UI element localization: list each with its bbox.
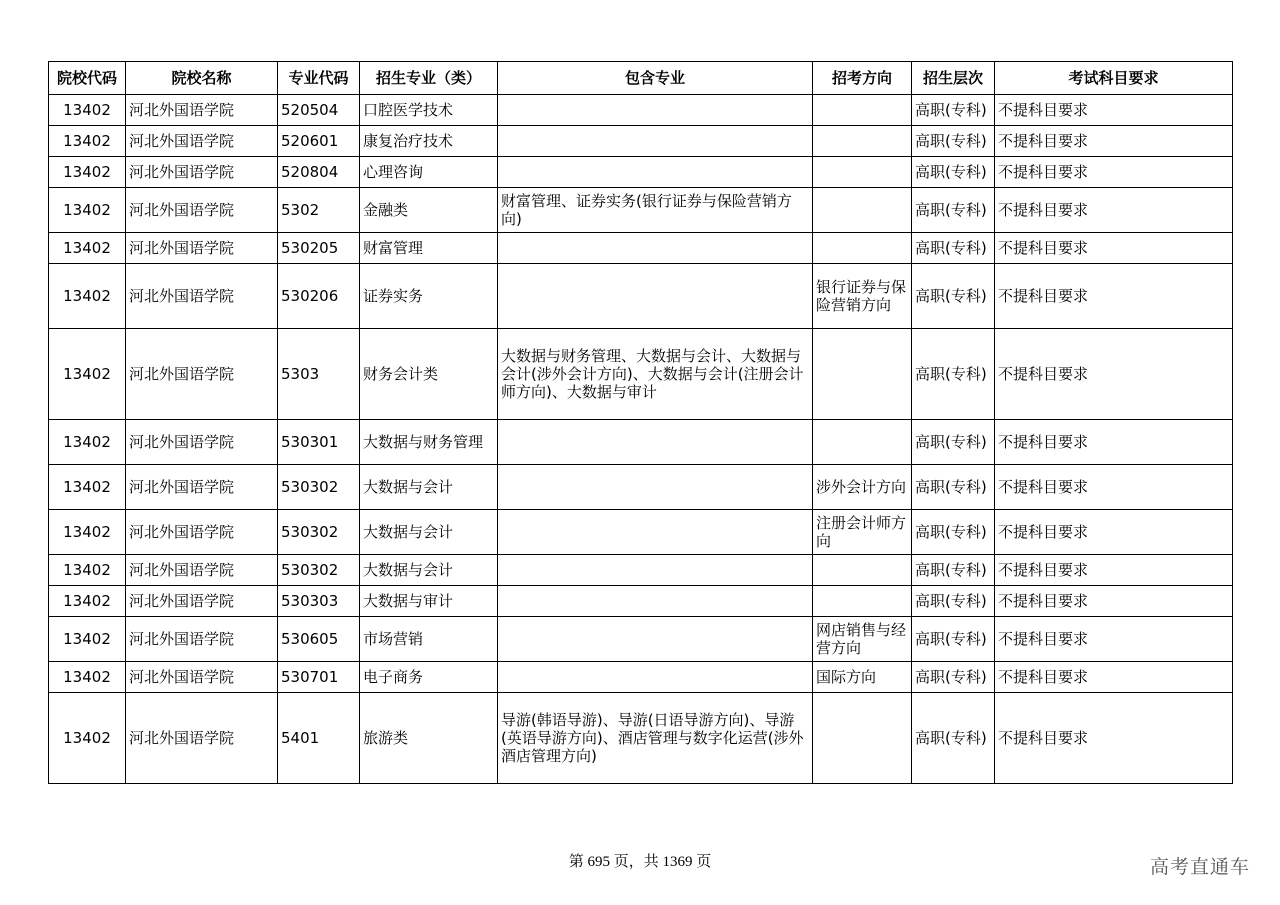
cell-direction: 国际方向 — [813, 662, 912, 693]
table-row — [49, 329, 1233, 420]
table-row — [49, 420, 1233, 465]
cell-major-code: 530701 — [278, 662, 360, 693]
cell-direction: 网店销售与经营方向 — [813, 617, 912, 662]
cell-major-code: 530205 — [278, 233, 360, 264]
cell-direction — [813, 693, 912, 784]
table-row — [49, 95, 1233, 126]
cell-school-code: 13402 — [49, 188, 126, 233]
cell-direction — [813, 95, 912, 126]
cell-major: 口腔医学技术 — [360, 95, 498, 126]
cell-direction: 注册会计师方向 — [813, 510, 912, 555]
cell-included-majors — [498, 420, 813, 465]
cell-major-code: 530303 — [278, 586, 360, 617]
cell-included-majors — [498, 617, 813, 662]
cell-subject-requirements: 不提科目要求 — [995, 126, 1233, 157]
header-direction: 招考方向 — [813, 62, 912, 95]
cell-major-code: 520601 — [278, 126, 360, 157]
cell-school-name: 河北外国语学院 — [126, 465, 278, 510]
cell-subject-requirements: 不提科目要求 — [995, 693, 1233, 784]
cell-school-code: 13402 — [49, 586, 126, 617]
cell-subject-requirements: 不提科目要求 — [995, 420, 1233, 465]
cell-included-majors — [498, 264, 813, 329]
cell-major-code: 5302 — [278, 188, 360, 233]
cell-subject-requirements: 不提科目要求 — [995, 510, 1233, 555]
cell-subject-requirements: 不提科目要求 — [995, 586, 1233, 617]
cell-school-name: 河北外国语学院 — [126, 510, 278, 555]
cell-school-code: 13402 — [49, 157, 126, 188]
cell-level: 高职(专科) — [912, 586, 995, 617]
cell-direction — [813, 157, 912, 188]
cell-level: 高职(专科) — [912, 693, 995, 784]
cell-included-majors — [498, 586, 813, 617]
cell-school-code: 13402 — [49, 126, 126, 157]
cell-subject-requirements: 不提科目要求 — [995, 555, 1233, 586]
cell-school-code: 13402 — [49, 95, 126, 126]
cell-direction: 银行证券与保险营销方向 — [813, 264, 912, 329]
cell-major-code: 530302 — [278, 465, 360, 510]
cell-subject-requirements: 不提科目要求 — [995, 233, 1233, 264]
cell-school-name: 河北外国语学院 — [126, 233, 278, 264]
cell-level: 高职(专科) — [912, 264, 995, 329]
cell-school-code: 13402 — [49, 617, 126, 662]
header-school-code: 院校代码 — [49, 62, 126, 95]
cell-major: 证券实务 — [360, 264, 498, 329]
cell-included-majors — [498, 555, 813, 586]
cell-school-code: 13402 — [49, 233, 126, 264]
cell-major: 市场营销 — [360, 617, 498, 662]
table-row — [49, 555, 1233, 586]
cell-school-code: 13402 — [49, 510, 126, 555]
cell-major: 旅游类 — [360, 693, 498, 784]
cell-major-code: 530605 — [278, 617, 360, 662]
cell-level: 高职(专科) — [912, 555, 995, 586]
cell-school-name: 河北外国语学院 — [126, 555, 278, 586]
cell-major-code: 530302 — [278, 555, 360, 586]
cell-major: 大数据与会计 — [360, 465, 498, 510]
cell-level: 高职(专科) — [912, 329, 995, 420]
cell-major-code: 530302 — [278, 510, 360, 555]
cell-level: 高职(专科) — [912, 465, 995, 510]
table-row — [49, 465, 1233, 510]
cell-major: 大数据与审计 — [360, 586, 498, 617]
cell-level: 高职(专科) — [912, 157, 995, 188]
table-row — [49, 233, 1233, 264]
cell-subject-requirements: 不提科目要求 — [995, 188, 1233, 233]
cell-school-code: 13402 — [49, 555, 126, 586]
cell-school-name: 河北外国语学院 — [126, 264, 278, 329]
cell-major: 金融类 — [360, 188, 498, 233]
cell-school-name: 河北外国语学院 — [126, 586, 278, 617]
cell-major: 大数据与会计 — [360, 555, 498, 586]
cell-included-majors: 财富管理、证券实务(银行证券与保险营销方向) — [498, 188, 813, 233]
cell-level: 高职(专科) — [912, 188, 995, 233]
cell-included-majors — [498, 510, 813, 555]
cell-included-majors — [498, 233, 813, 264]
cell-direction — [813, 329, 912, 420]
cell-included-majors — [498, 465, 813, 510]
cell-major-code: 530301 — [278, 420, 360, 465]
table-row — [49, 157, 1233, 188]
header-major-code: 专业代码 — [278, 62, 360, 95]
cell-major: 财务会计类 — [360, 329, 498, 420]
cell-direction — [813, 586, 912, 617]
cell-subject-requirements: 不提科目要求 — [995, 264, 1233, 329]
watermark: 高考直通车 — [1149, 856, 1250, 878]
cell-school-name: 河北外国语学院 — [126, 157, 278, 188]
cell-major-code: 520504 — [278, 95, 360, 126]
header-row — [49, 62, 1233, 95]
cell-major-code: 5303 — [278, 329, 360, 420]
cell-level: 高职(专科) — [912, 126, 995, 157]
cell-school-name: 河北外国语学院 — [126, 693, 278, 784]
cell-school-code: 13402 — [49, 662, 126, 693]
cell-direction — [813, 126, 912, 157]
cell-direction — [813, 188, 912, 233]
cell-school-name: 河北外国语学院 — [126, 126, 278, 157]
cell-direction — [813, 420, 912, 465]
cell-subject-requirements: 不提科目要求 — [995, 95, 1233, 126]
table-row — [49, 510, 1233, 555]
cell-school-code: 13402 — [49, 329, 126, 420]
cell-major-code: 5401 — [278, 693, 360, 784]
cell-subject-requirements: 不提科目要求 — [995, 662, 1233, 693]
cell-included-majors — [498, 157, 813, 188]
cell-major: 大数据与会计 — [360, 510, 498, 555]
header-included-majors: 包含专业 — [498, 62, 813, 95]
cell-major-code: 530206 — [278, 264, 360, 329]
table-row — [49, 586, 1233, 617]
cell-school-name: 河北外国语学院 — [126, 95, 278, 126]
cell-level: 高职(专科) — [912, 233, 995, 264]
cell-level: 高职(专科) — [912, 662, 995, 693]
cell-major: 财富管理 — [360, 233, 498, 264]
cell-included-majors: 导游(韩语导游)、导游(日语导游方向)、导游(英语导游方向)、酒店管理与数字化运营(涉外酒店管理方向) — [498, 693, 813, 784]
cell-subject-requirements: 不提科目要求 — [995, 465, 1233, 510]
header-major: 招生专业（类） — [360, 62, 498, 95]
cell-level: 高职(专科) — [912, 420, 995, 465]
cell-direction: 涉外会计方向 — [813, 465, 912, 510]
cell-school-name: 河北外国语学院 — [126, 188, 278, 233]
header-school-name: 院校名称 — [126, 62, 278, 95]
cell-subject-requirements: 不提科目要求 — [995, 617, 1233, 662]
cell-direction — [813, 233, 912, 264]
cell-level: 高职(专科) — [912, 510, 995, 555]
cell-major: 康复治疗技术 — [360, 126, 498, 157]
cell-included-majors — [498, 126, 813, 157]
table-row — [49, 126, 1233, 157]
table-row — [49, 264, 1233, 329]
cell-major: 电子商务 — [360, 662, 498, 693]
cell-school-code: 13402 — [49, 693, 126, 784]
cell-major-code: 520804 — [278, 157, 360, 188]
cell-direction — [813, 555, 912, 586]
cell-subject-requirements: 不提科目要求 — [995, 157, 1233, 188]
header-subject-requirements: 考试科目要求 — [995, 62, 1233, 95]
cell-included-majors — [498, 662, 813, 693]
table-row — [49, 188, 1233, 233]
cell-level: 高职(专科) — [912, 95, 995, 126]
cell-major: 心理咨询 — [360, 157, 498, 188]
cell-included-majors — [498, 95, 813, 126]
cell-school-name: 河北外国语学院 — [126, 420, 278, 465]
cell-level: 高职(专科) — [912, 617, 995, 662]
cell-school-name: 河北外国语学院 — [126, 617, 278, 662]
table-row — [49, 617, 1233, 662]
page-footer: 第 695 页，共 1369 页 — [568, 854, 712, 870]
cell-major: 大数据与财务管理 — [360, 420, 498, 465]
cell-school-code: 13402 — [49, 465, 126, 510]
cell-school-name: 河北外国语学院 — [126, 329, 278, 420]
cell-school-code: 13402 — [49, 264, 126, 329]
cell-school-name: 河北外国语学院 — [126, 662, 278, 693]
table-row — [49, 693, 1233, 784]
admission-table — [48, 61, 1233, 784]
table-row — [49, 662, 1233, 693]
header-level: 招生层次 — [912, 62, 995, 95]
cell-subject-requirements: 不提科目要求 — [995, 329, 1233, 420]
cell-school-code: 13402 — [49, 420, 126, 465]
cell-included-majors: 大数据与财务管理、大数据与会计、大数据与会计(涉外会计方向)、大数据与会计(注册会计师方向)、大数据与审计 — [498, 329, 813, 420]
